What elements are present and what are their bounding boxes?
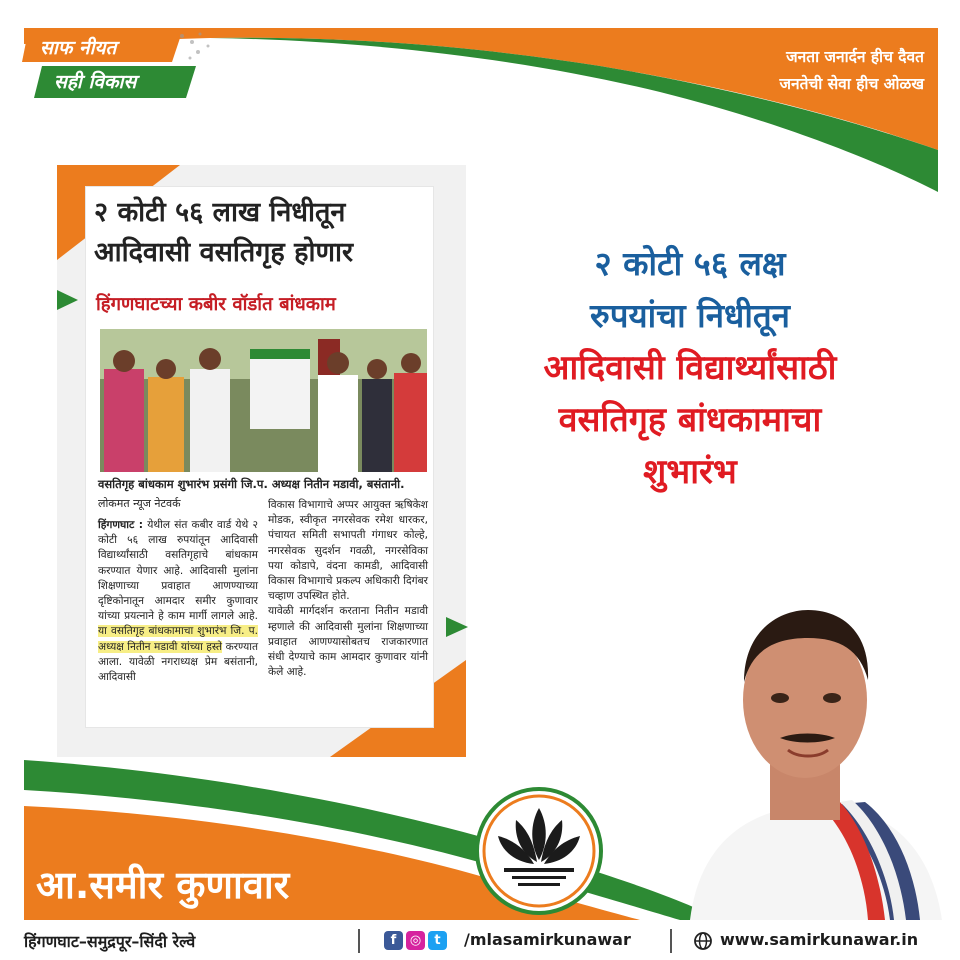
message-line3: आदिवासी विद्यार्थ्यांसाठी: [543, 348, 837, 388]
slogan-line2: सही विकास: [54, 71, 137, 93]
message-line2: रुपयांचा निधीतून: [590, 296, 790, 335]
slogan-badge: [22, 28, 212, 102]
clipping-headline-line2: आदिवासी वसतिगृह होणार: [94, 237, 354, 268]
social-handle-link[interactable]: /mlasamirkunawar: [464, 930, 631, 949]
message-line5: शुभारंभ: [643, 452, 737, 492]
event-photo-image: [100, 329, 427, 472]
tagline: [664, 44, 924, 98]
clipping-caption: वसतिगृह बांधकाम शुभारंभ प्रसंगी जि.प. अध्यक्ष नितीन मडावी, बसंतानी.: [98, 477, 405, 491]
clipping-col2-body2: यावेळी मार्गदर्शन करताना नितीन मडावी म्हणाले की आदिवासी मुलांना शिक्षणाच्या प्रवाहात आणण्यासोबतच राजकारणात संधी देण्याचे काम आमदार कुणावार यांनी केले आहे.: [268, 605, 428, 679]
slogan-line1: साफ नीयत: [40, 37, 117, 59]
message-line4: वसतिगृह बांधकामाचा: [558, 400, 822, 440]
clipping-col1-body: येथील संत कबीर वार्ड येथे २ कोटी ५६ लाख रुपयांतून आदिवासी विद्यार्थ्यांसाठी वसतिगृहाचे बांधकाम करण्यात येणार आहे. आदिवासी मुलांना शिक्षणाच्या प्रवाहात आणण्याच्या दृष्टिकोनातून आमदार समीर कुणावार यांच्या प्रयत्नाने हे काम मार्गी लागले आहे.: [98, 519, 258, 623]
facebook-icon[interactable]: f: [384, 931, 403, 950]
clipping-col1-tail: करण्यात आला. यावेळी नगराध्यक्ष प्रेम बसंतानी, आदिवासी: [98, 640, 258, 684]
footer-divider: [358, 929, 360, 953]
tagline-line1: जनता जनार्दन हीच दैवत: [786, 48, 924, 66]
instagram-icon[interactable]: ◎: [406, 931, 425, 950]
clipping-subheadline: हिंगणघाटच्या कबीर वॉर्डात बांधकाम: [96, 294, 336, 315]
portrait-image: [680, 590, 942, 920]
clipping-column-1: [98, 518, 258, 685]
message-line1: २ कोटी ५६ लक्ष: [594, 244, 786, 283]
footer-divider: [670, 929, 672, 953]
clipping-headline-line1: २ कोटी ५६ लाख निधीतून: [94, 197, 346, 228]
footer-bar: [0, 921, 960, 960]
clipping-column-2: [268, 498, 428, 680]
twitter-icon[interactable]: t: [428, 931, 447, 950]
newspaper-clipping: [86, 187, 433, 727]
clipping-headline: [94, 193, 424, 273]
social-icons: [384, 930, 450, 950]
tagline-line2: जनतेची सेवा हीच ओळख: [779, 75, 924, 93]
footer-location: हिंगणघाट–समुद्रपूर–सिंदी रेल्वे: [24, 932, 196, 951]
clipping-col2-body1: विकास विभागाचे अप्पर आयुक्त ऋषिकेश मोडक, स्वीकृत नगरसेवक रमेश धारकर, पंचायत समिती सभापती गंगाधर कोल्हे, नगरसेवक सुदर्शन गवळी, नगरसेविका पया कोडापे, वंदना कामडी, आदिवासी विकास विभागाचे प्रकल्प अधिकारी दिगंबर चव्हाण उपस्थित होते.: [268, 499, 428, 603]
clipping-col1-highlight: या वसतिगृह बांधकामाचा शुभारंभ जि. प. अध्यक्ष नितीन मडावी यांच्या हस्ते: [98, 625, 258, 653]
website-link[interactable]: www.samirkunawar.in: [720, 930, 919, 949]
globe-icon: [693, 931, 713, 951]
clipping-dateline: हिंगणघाट :: [98, 519, 144, 531]
lotus-emblem: [474, 786, 604, 916]
clipping-byline: लोकमत न्यूज नेटवर्क: [98, 497, 181, 510]
leader-name: आ.समीर कुणावार: [36, 863, 290, 907]
clipping-photo: [100, 329, 427, 472]
announcement-message: [480, 238, 900, 498]
